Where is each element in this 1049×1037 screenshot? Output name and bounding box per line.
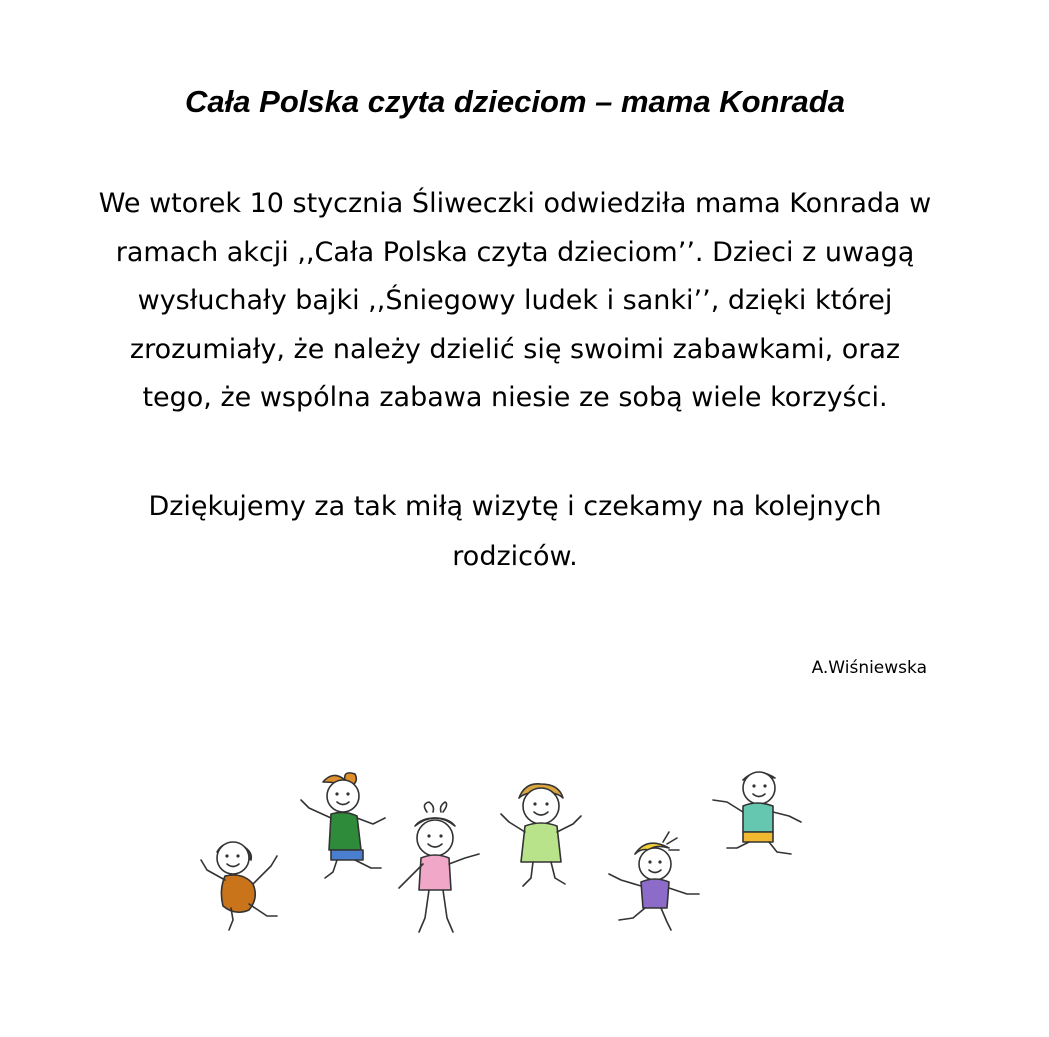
page-title: Cała Polska czyta dzieciom – mama Konrada xyxy=(185,84,845,119)
child-figure-3 xyxy=(399,802,479,932)
child-figure-1 xyxy=(201,842,277,930)
article-paragraph-2: Dziękujemy za tak miłą wizytę i czekamy na kolejnych rodziców. xyxy=(148,491,882,572)
child-5-shirt xyxy=(641,879,669,908)
child-figure-4 xyxy=(501,784,581,886)
child-6-shirt xyxy=(743,803,773,832)
child-3-shirt xyxy=(419,855,451,890)
child-1-shirt xyxy=(221,875,255,912)
child-figure-2 xyxy=(301,773,385,878)
article-paragraph-1: We wtorek 10 stycznia Śliweczki odwiedziła mama Konrada w ramach akcji ,,Cała Polska czyta dzieciom’’. Dzieci z uwagą wysłuchały bajki ,,Śniegowy ludek i sanki’’, dzięki której zrozumiały, że należy dzielić się swoimi zabawkami, oraz tego, że wspólna zabawa niesie ze sobą wiele korzyści. xyxy=(98,188,932,413)
child-4-shirt xyxy=(521,823,561,862)
child-figure-5 xyxy=(609,832,699,930)
child-figure-6 xyxy=(713,772,801,854)
child-2-shirt xyxy=(329,812,361,850)
jumping-children-illustration xyxy=(195,760,815,950)
author-signature: A.Wiśniewska xyxy=(811,658,927,678)
